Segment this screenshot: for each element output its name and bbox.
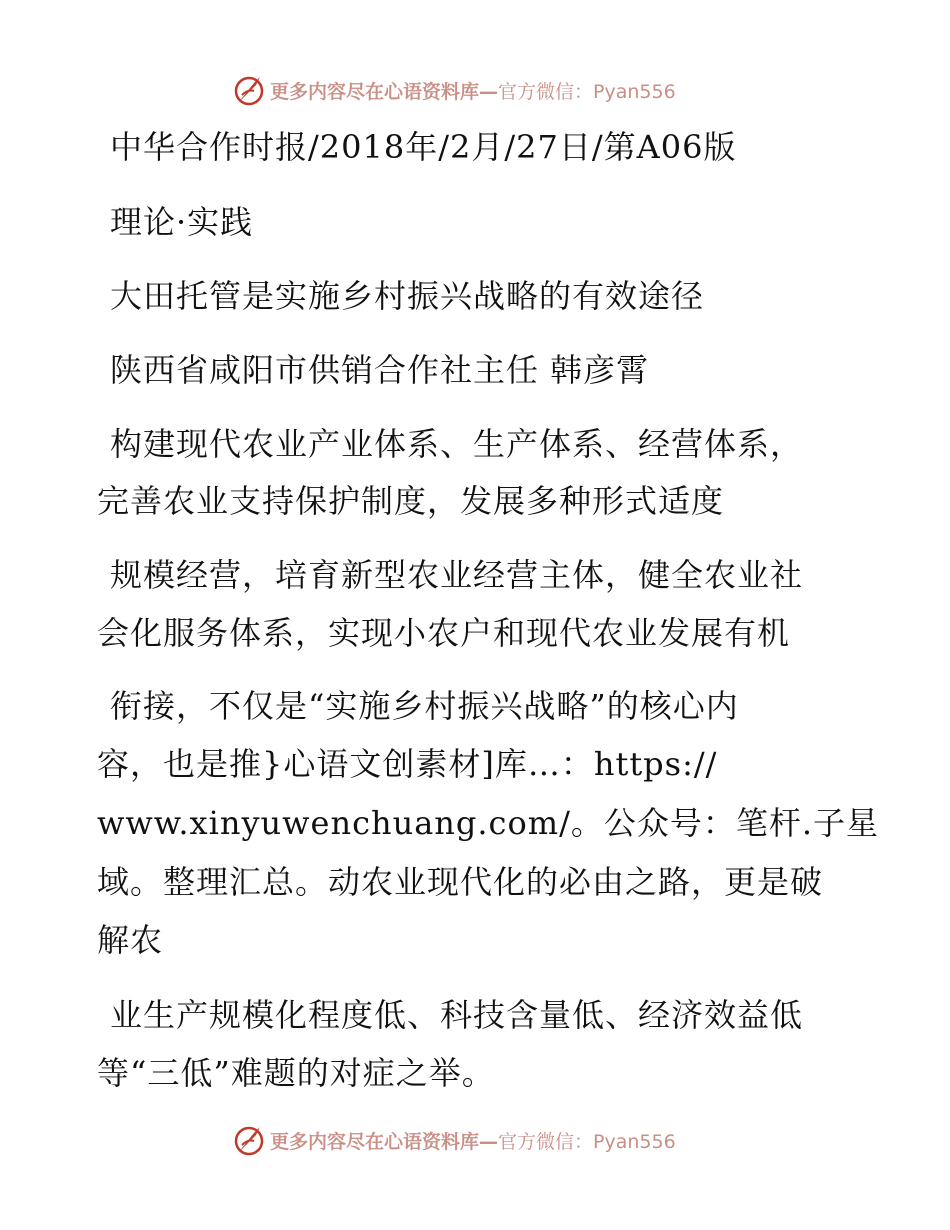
author-line: 陕西省咸阳市供销合作社主任 韩彦霄 — [110, 351, 650, 389]
body-line: 完善农业支持保护制度，发展多种形式适度 — [97, 482, 725, 520]
body-line: 等“三低”难题的对症之举。 — [97, 1054, 495, 1092]
quill-seal-icon — [232, 73, 266, 107]
body-line: 规模经营，培育新型农业经营主体，健全农业社 — [110, 556, 804, 594]
section-label: 理论·实践 — [110, 203, 254, 241]
quill-seal-icon — [232, 1123, 266, 1157]
footer-watermark — [232, 1120, 732, 1160]
body-line: 会化服务体系，实现小农户和现代农业发展有机 — [97, 614, 791, 652]
body-line: 构建现代农业产业体系、生产体系、经营体系， — [110, 425, 804, 463]
watermark-text: 更多内容尽在心语资料库— — [270, 1130, 499, 1153]
header-watermark — [232, 70, 732, 110]
body-line: 域。整理汇总。动农业现代化的必由之路，更是破 — [97, 863, 824, 901]
source-line: 中华合作时报/2018年/2月/27日/第A06版 — [110, 128, 737, 166]
body-line: 解农 — [97, 921, 164, 959]
watermark-contact: 官方微信：Pyan556 — [498, 1130, 676, 1153]
body-line: www.xinyuwenchuang.com/。公众号：笔杆.子星 — [97, 804, 880, 842]
body-line: 衔接，不仅是“实施乡村振兴战略”的核心内 — [110, 687, 739, 725]
body-line: 容，也是推}心语文创素材]库…：https:// — [97, 745, 718, 783]
body-line: 业生产规模化程度低、科技含量低、经济效益低 — [110, 996, 804, 1034]
article-title: 大田托管是实施乡村振兴战略的有效途径 — [110, 277, 705, 315]
watermark-contact: 官方微信：Pyan556 — [498, 80, 676, 103]
watermark-text: 更多内容尽在心语资料库— — [270, 80, 499, 103]
